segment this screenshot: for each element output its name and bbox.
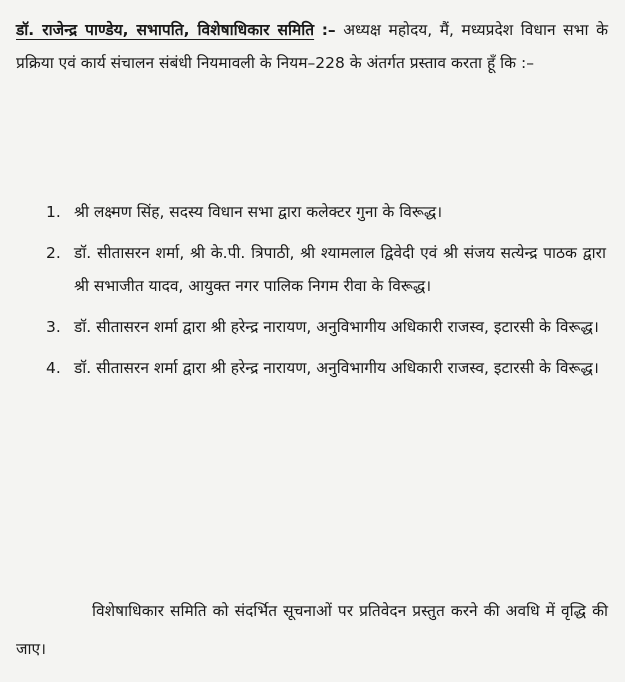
item-text: डॉ. सीतासरन शर्मा द्वारा श्री हरेन्द्र नारायण, अनुविभागीय अधिकारी राजस्व, इटारसी के विरूद्ध। [74, 359, 599, 377]
list-item [46, 311, 606, 344]
list-item [46, 237, 606, 303]
motion-intro [16, 14, 608, 80]
item-text: डॉ. सीतासरन शर्मा, श्री के.पी. त्रिपाठी, श्री श्यामलाल द्विवेदी एवं श्री संजय सत्येन्द्र पाठक द्वारा श्री सभाजीत यादव, आयुक्त नगर पालिक निगम रीवा के विरूद्ध। [74, 244, 606, 295]
list-item [46, 196, 606, 229]
item-number: 2. [46, 244, 61, 262]
item-number: 4. [46, 359, 61, 377]
speaker-separator: :– [321, 21, 336, 39]
intro-text: अध्यक्ष महोदय, मैं, मध्यप्रदेश विधान सभा के प्रक्रिया एवं कार्य संचालन संबंधी नियमावली के नियम–228 के अंतर्गत प्रस्ताव करता हूँ कि :– [16, 21, 609, 72]
item-text: श्री लक्ष्मण सिंह, सदस्य विधान सभा द्वारा कलेक्टर गुना के विरूद्ध। [74, 203, 443, 221]
item-number: 3. [46, 318, 61, 336]
item-text: डॉ. सीतासरन शर्मा द्वारा श्री हरेन्द्र नारायण, अनुविभागीय अधिकारी राजस्व, इटारसी के विरूद्ध। [74, 318, 599, 336]
item-number: 1. [46, 203, 61, 221]
closing-paragraph: विशेषाधिकार समिति को संदर्भित सूचनाओं पर प्रतिवेदन प्रस्तुत करने की अवधि में वृद्धि की जाए। [16, 602, 608, 658]
speaker-name: डॉ. राजेन्द्र पाण्डेय, सभापति, विशेषाधिकार समिति [16, 21, 315, 39]
list-item [46, 352, 606, 385]
motion-list [46, 196, 606, 393]
